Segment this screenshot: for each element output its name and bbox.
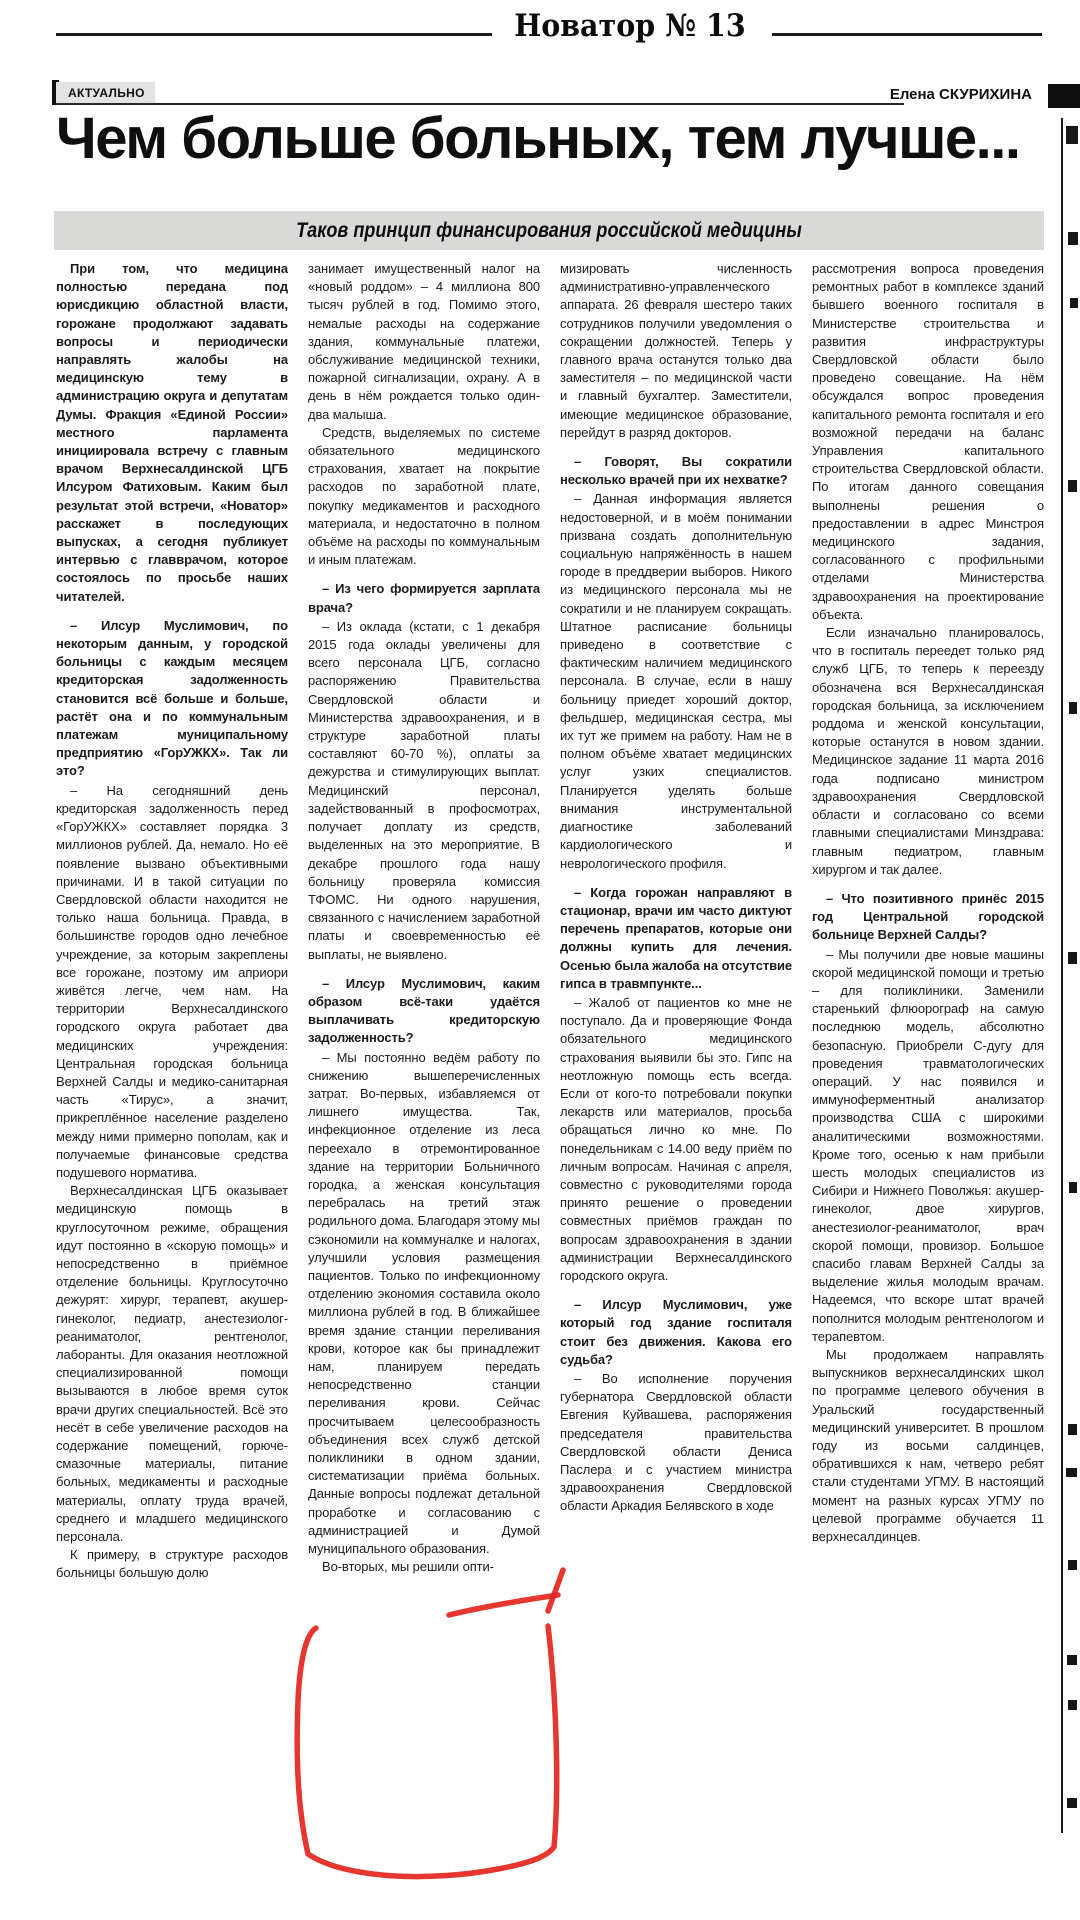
article-column-3	[560, 260, 792, 1910]
page-edge-fragment	[1068, 1424, 1077, 1435]
page-edge-fragment	[1068, 1560, 1077, 1570]
byline: Елена СКУРИХИНА	[889, 86, 1032, 103]
page-edge-fragment	[1069, 1182, 1077, 1193]
article-paragraph: мизировать численность административно-управленческого аппарата. 26 февраля шестеро таких сотрудников получили уведомления о сокращении должностей. Теперь у главного врача останутся только два заместителя – по медицинской части и главный бухгалтер. Заместители, имеющие медицинское образование, перейдут в разряд докторов.	[560, 261, 792, 440]
headline: Чем больше больных, тем лучше...	[56, 106, 1020, 171]
page-edge-fragment	[1068, 1700, 1077, 1710]
article-paragraph: занимает имущественный налог на «новый роддом» – 4 миллиона 800 тысяч рублей в год. Помимо этого, немалые расходы на содержание здания, коммунальные платежи, обслуживание медицинской техники, пожарной сигнализации, охрану. А в день в нём рождается только один-два малыша.	[308, 261, 540, 422]
article-paragraph: – Во исполнение поручения губернатора Свердловской области Евгения Куйвашева, распоряжения председателя правительства Свердловской области Дениса Паслера и с участием министра здравоохранения Свердловской области Аркадия Белявского в ходе	[560, 1370, 792, 1514]
article-paragraph: – На сегодняшний день кредиторская задолженность перед «ГорУЖКХ» составляет порядка 3 миллионов рублей. Да, немало. Но её появление вызвано объективными причинами. И в такой ситуации по Свердловской области находится не только наша больница. Правда, в большинстве городов одно лечебное учреждение, за которым закреплены все горожане, поэтому им априори живётся легче, чем нам. На территории Верхнесалдинского городского округа работает два медицинских учреждения: Центральная городская больница Верхней Салды и медико-санитарная часть «Тирус», а значит, прикреплённое население разделено между ними примерно пополам, как и получаемые финансовые средства подушевого норматива.	[56, 782, 288, 1180]
article-paragraph: Во-вторых, мы решили опти-	[322, 1559, 494, 1575]
subhead-text: Таков принцип финансирования российской медицины	[296, 218, 802, 242]
article-paragraph: Мы продолжаем направлять выпускников верхнесалдинских школ по программе целевого обучения в Уральский государственный медицинский университет. В прошлом году из восьми салдинцев, обратившихся к нам, четверо ребят стали студентами УГМУ. В настоящий момент на разных курсах УГМУ по целевой программе обучается 11 верхнесалдинцев.	[812, 1346, 1044, 1545]
page-edge-fragment	[1067, 1798, 1077, 1808]
kicker-label: АКТУАЛЬНО	[68, 85, 145, 100]
article-column-2	[308, 260, 540, 1910]
article-paragraph: Средств, выделяемых по системе обязательного медицинского страхования, хватает на покрытие расходов по заработной плате, покупку медикаментов и расходного материала, и недостаточно в полном объёме на расходы по коммунальным и иным платежам.	[308, 424, 540, 568]
article-paragraph: рассмотрения вопроса проведения ремонтных работ в комплексе зданий бывшего военного госпиталя в Министерстве строительства и развития инфраструктуры Свердловской области было проведено совещание. На нём обсуждался вопрос проведения капитального ремонта госпиталя и его возможной передачи на баланс Управления капитального строительства Свердловской области. По итогам данного совещания выполнены решения о предоставлении в адрес Минстроя медицинского задания, согласованного с профильными отделами Министерства здравоохранения на проектирование объекта.	[812, 261, 1044, 622]
page-edge-fragment	[1068, 232, 1078, 245]
masthead-title: Новатор № 13	[514, 8, 746, 44]
page-edge-fragment	[1066, 126, 1078, 144]
article-paragraph: – Данная информация является недостоверной, и в моём понимании призвана создать дополнительную социальную напряжённость в нашем городе в преддверии выборов. Никого из медицинского персонала мы не сократили и не планируем сокращать. Штатное расписание больницы приведено в соответствие с фактическим наличием медицинского персонала. В случае, если в нашу больницу приедет хороший доктор, фельдшер, медицинская сестра, мы их тут же примем на работу. Нам не в полном объёме хватает медицинских услуг узких специалистов. Планируется уделять больше внимания инструментальной диагностике заболеваний кардиологического и неврологического профиля.	[560, 491, 792, 871]
interview-question: – Илсур Муслимович, каким образом всё-таки удаётся выплачивать кредиторскую задолженность?	[308, 975, 540, 1046]
page-edge-box	[1048, 84, 1080, 108]
article-paragraph: – Из оклада (кстати, с 1 декабря 2015 года оклады увеличены для всего персонала ЦГБ, согласно распоряжению Правительства Свердловской области и Министерства здравоохранения, и в структуре заработной платы составляют 60-70 %), оплаты за дежурства и стимулирующих выплат. Медицинский персонал, задействованный в профосмотрах, получает доплату из средств, выделенных на это мероприятие. В декабре прошлого года нашу больницу проверяла комиссия ТФОМС. Ни одного нарушения, связанного с начислением заработной платы и своевременностью её выплаты, не выявлено.	[308, 618, 540, 962]
article-column-1	[56, 260, 288, 1910]
interview-question: – Из чего формируется зарплата врача?	[308, 581, 540, 615]
masthead-rule-right	[772, 33, 1042, 36]
article-paragraph: – Жалоб от пациентов ко мне не поступало. Да и проверяющие Фонда обязательного медицинского страхования выявили бы это. Гипс на неотложную помощь есть всегда. Если от кого-то потребовали покупки лекарств или материалов, просьба обращаться лично ко мне. По понедельникам с 14.00 веду приём по личным вопросам. Начиная с апреля, совместно с руководителями города принято решение о проведении совместных приёмов граждан по вопросам здравоохранения в здании администрации Верхнесалдинского городского округа.	[560, 994, 792, 1283]
page-edge-fragment	[1070, 298, 1078, 308]
article-paragraph: – Мы постоянно ведём работу по снижению вышеперечисленных затрат. Во-первых, избавляемся от лишнего имущества. Так, инфекционное отделение из леса переехало в отремонтированное здание на территории Больничного городка, а женская консультация перебралась на третий этаж родильного дома. Благодаря этому мы сэкономили на коммуналке и налогах, улучшили условия размещения пациентов. Только по инфекционному отделению экономия составила около миллиона рублей в год. В ближайшее время здание станции переливания крови, которое как бы принадлежит нам, планируем передать непосредственно станции переливания крови. Сейчас просчитываем целесообразность объединения всех служб детской поликлиники в одном здании, систематизации приёма больных. Данные вопросы подлежат детальной проработке и согласованию с администрацией и Думой муниципального образования.	[308, 1049, 540, 1557]
page-edge-fragment	[1068, 952, 1077, 964]
page-edge-fragment	[1068, 480, 1077, 492]
interview-question: – Когда горожан направляют в стационар, врачи им часто диктуют перечень препаратов, которые они должны купить для лечения. Осенью была жалоба на отсутствие гипса в травмпункте...	[560, 884, 792, 991]
kicker-rule	[56, 103, 904, 105]
article-paragraph: При том, что медицина полностью передана под юрисдикцию областной власти, горожане продолжают задавать вопросы и периодически направлять жалобы на медицинскую тему в администрацию округа и депутатам Думы. Фракция «Единой России» местного парламента инициировала встречу с главным врачом Верхнесалдинской ЦГБ Илсуром Фатиховым. Каким был результат этой встречи, «Новатор» расскажет в последующих выпусках, а сегодня публикует интервью с главврачом, которое состоялось по просьбе наших читателей.	[56, 261, 288, 604]
page-edge-rule	[1061, 118, 1063, 1833]
interview-question: – Говорят, Вы сократили несколько врачей при их нехватке?	[560, 454, 792, 488]
page-edge-fragment	[1069, 702, 1077, 714]
article-paragraph: Если изначально планировалось, что в госпиталь переедет только ряд служб ЦГБ, то теперь к переезду обозначена вся Верхнесалдинская городская больница, за исключением роддома и женской консультации, которые останутся в новом здании. Медицинское задание 11 марта 2016 года подписано министром здравоохранения Свердловской области и согласовано со всеми главными специалистами Минздрава: главным педиатром, главным хирургом и так далее.	[812, 625, 1044, 877]
subhead-banner	[54, 211, 1044, 250]
interview-question: – Илсур Муслимович, по некоторым данным, у городской больницы с каждым месяцем кредиторская задолженность становится всё больше и больше, растёт она и по коммунальным платежам муниципальному предприятию «ГорУЖКХ». Так ли это?	[56, 617, 288, 779]
page-edge-fragment	[1066, 1468, 1077, 1477]
interview-question: – Что позитивного принёс 2015 год Центральной городской больнице Верхней Салды?	[812, 890, 1044, 943]
article-paragraph: – Мы получили две новые машины скорой медицинской помощи и третью – для поликлиники. Заменили старенький флюорограф на самую последнюю модель, абсолютно безопасную. Приобрели С-дугу для проведения травматологических операций. У нас появился и иммуноферментный анализатор производства США с широкими аналитическими возможностями. Кроме того, осенью к нам прибыли шесть молодых специалистов из Сибири и Нижнего Поволжья: акушер-гинеколог, двое хирургов, анестезиолог-реаниматолог, врач скорой помощи, провизор. Большое спасибо главам Верхней Салды за выделение жилья молодым врачам. Надеемся, что вскоре штат врачей пополнится молодым рентгенологом и терапевтом.	[812, 946, 1044, 1344]
masthead-rule-left	[56, 33, 492, 36]
interview-question: – Илсур Муслимович, уже который год здание госпиталя стоит без движения. Какова его судьба?	[560, 1297, 792, 1367]
article-columns	[56, 260, 1046, 1910]
article-paragraph: Верхнесалдинская ЦГБ оказывает медицинскую помощь в круглосуточном режиме, обращения идут постоянно в «скорую помощь» и непосредственно в приёмное отделение больницы. Круглосуточно дежурят: хирург, терапевт, акушер-гинеколог, педиатр, анестезиолог-реаниматолог, рентгенолог, лаборанты. Для оказания неотложной специализированной помощи вызываются в любое время суток врачи других специальностей. Всё это несёт в себе увеличение расходов на содержание помещений, горюче-смазочные материалы, питание больных, медикаменты и расходные материалы, оплату труда врачей, среднего и младшего медицинского персонала.	[56, 1183, 288, 1545]
article-paragraph: К примеру, в структуре расходов больницы большую долю	[56, 1547, 288, 1581]
kicker-tag	[56, 82, 155, 103]
article-column-4	[812, 260, 1044, 1910]
page-edge-fragment	[1067, 1655, 1077, 1665]
